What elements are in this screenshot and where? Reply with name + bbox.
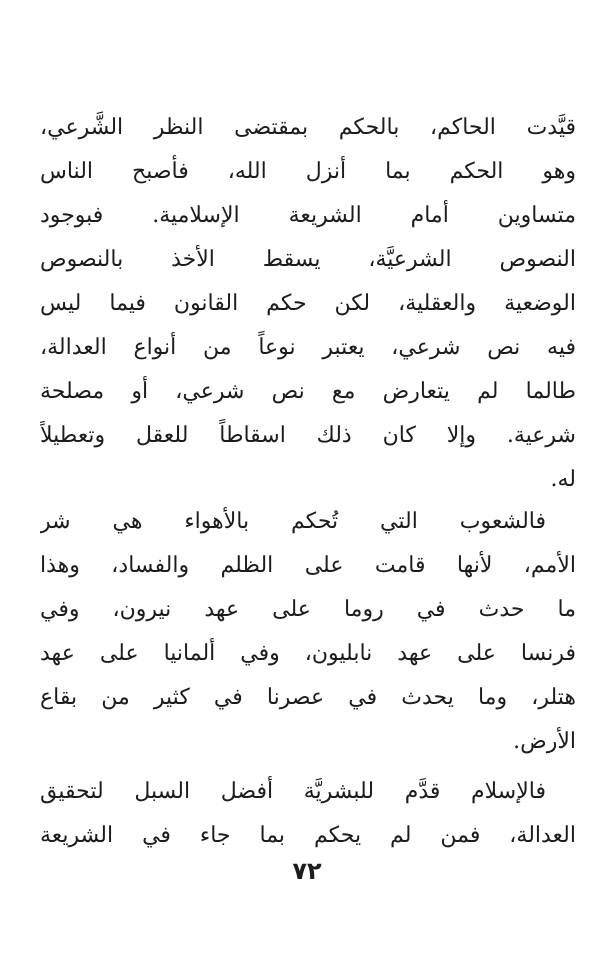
text-line: قيَّدت الحاكم، بالحكم بمقتضى النظر الشَّرعي، <box>40 115 576 140</box>
text-line: الأمم، لأنها قامت على الظلم والفساد، وهذا <box>40 553 576 578</box>
text-line: هتلر، وما يحدث في عصرنا في كثير من بقاع <box>40 685 576 710</box>
text-line: شرعية. وإلا كان ذلك اسقاطاً للعقل وتعطيلاً <box>40 423 576 448</box>
page-number: ٧٢ <box>292 857 322 885</box>
text-line: الأرض. <box>513 729 576 754</box>
text-line: النصوص الشرعيَّة، يسقط الأخذ بالنصوص <box>40 247 576 272</box>
text-line: طالما لم يتعارض مع نص شرعي، أو مصلحة <box>40 379 576 404</box>
text-line: فرنسا على عهد نابليون، وفي ألمانيا على عهد <box>40 641 576 666</box>
text-line: متساوين أمام الشريعة الإسلامية. فبوجود <box>40 203 576 228</box>
text-line: الوضعية والعقلية، لكن حكم القانون فيما ليس <box>40 291 576 316</box>
text-line: له. <box>550 467 576 492</box>
text-line: فالإسلام قدَّم للبشريَّة أفضل السبل لتحقيق <box>40 779 546 804</box>
paragraph-3 <box>40 770 576 858</box>
paragraph-1 <box>40 106 576 502</box>
text-line: فالشعوب التي تُحكم بالأهواء هي شر <box>40 509 546 534</box>
text-line: ما حدث في روما على عهد نيرون، وفي <box>40 597 576 622</box>
paragraph-2 <box>40 500 576 764</box>
text-line: العدالة، فمن لم يحكم بما جاء في الشريعة <box>40 823 576 848</box>
text-line: فيه نص شرعي، يعتبر نوعاً من أنواع العدالة، <box>40 335 576 360</box>
text-line: وهو الحكم بما أنزل الله، فأصبح الناس <box>40 159 576 184</box>
